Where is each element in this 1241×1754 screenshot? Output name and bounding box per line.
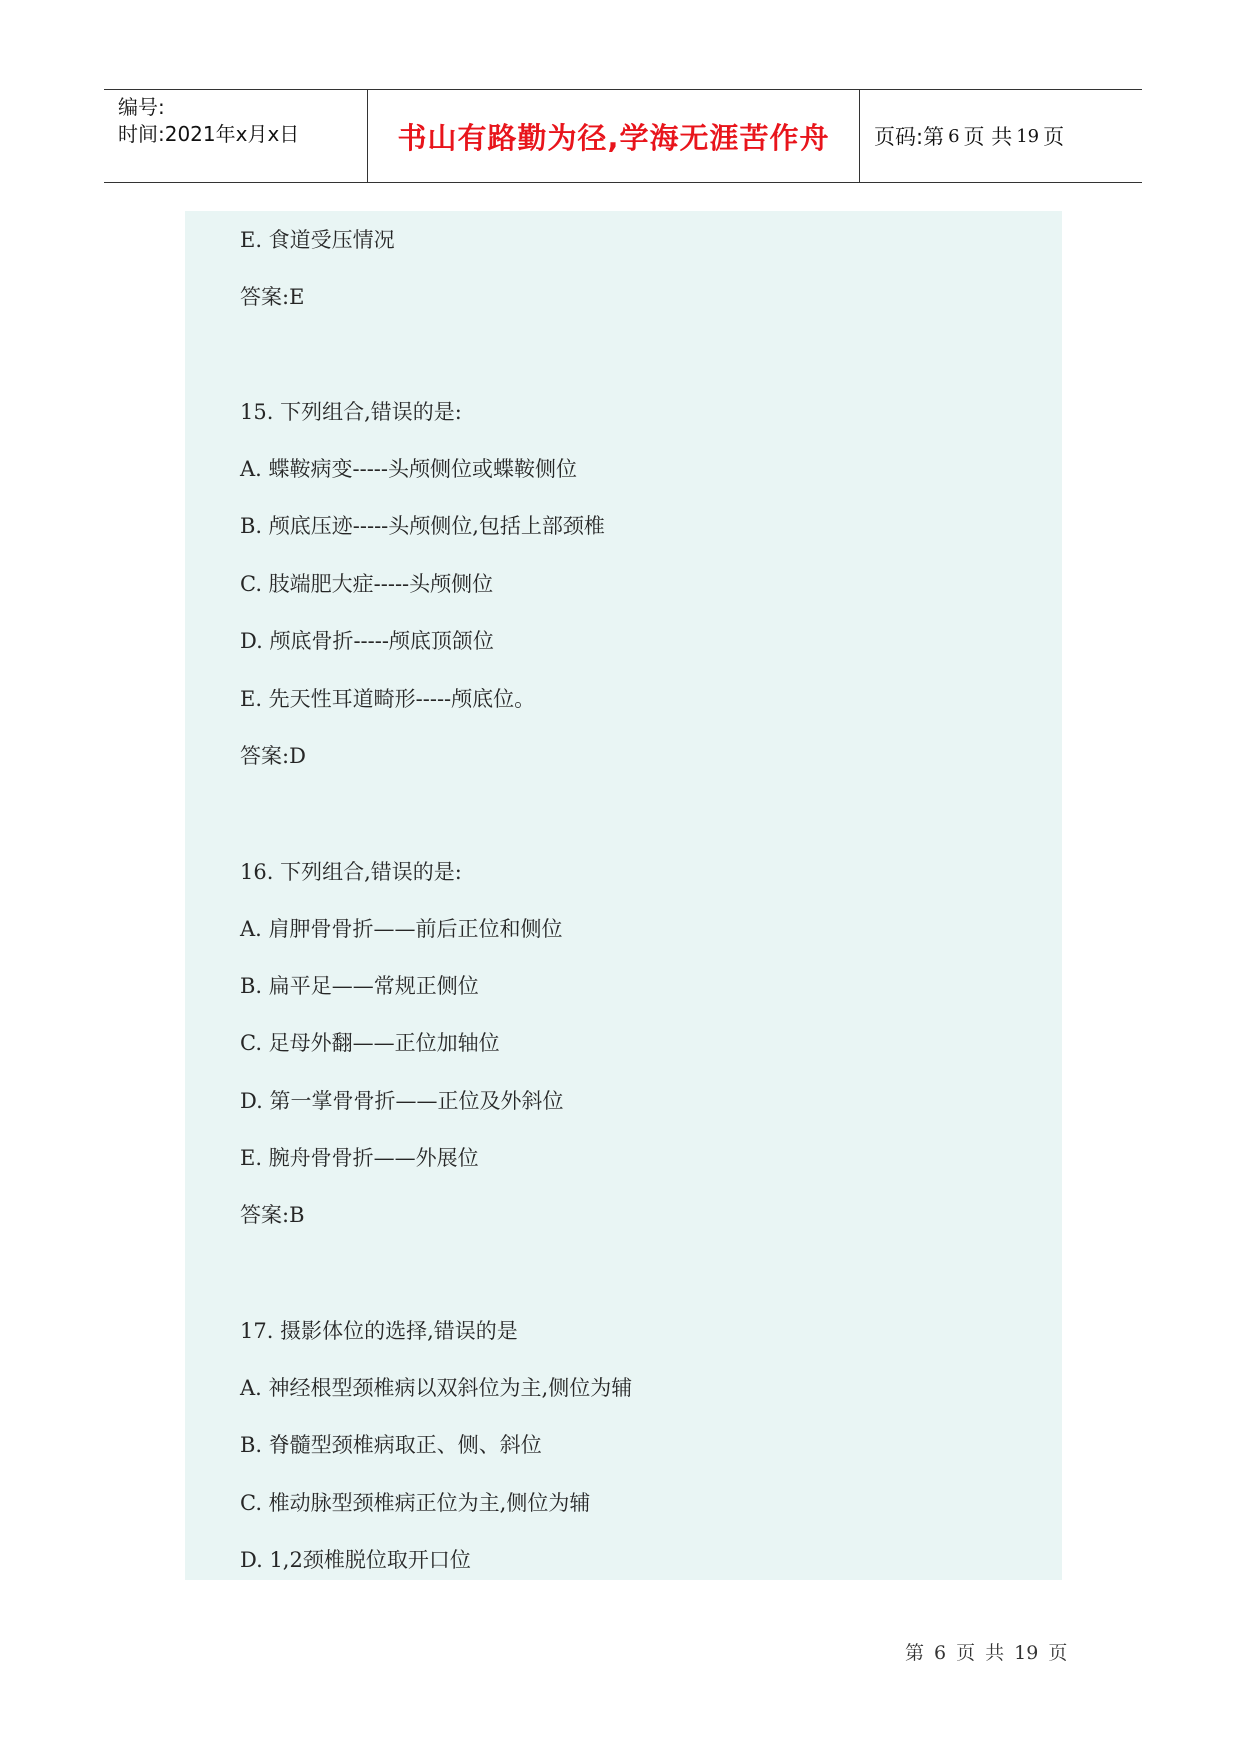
footer-word-4: 页 [1048,1642,1068,1664]
option-c: C. 足母外翻——正位加轴位 [240,1031,500,1055]
page-mid: 页 共 [963,125,1013,149]
option-b: B. 颅底压迹-----头颅侧位,包括上部颈椎 [240,514,605,538]
option-c: C. 肢端肥大症-----头颅侧位 [240,572,494,596]
page-header [104,89,1142,183]
option-e: E. 腕舟骨骨折——外展位 [240,1146,479,1170]
answer: 答案:E [240,285,305,309]
footer-word-3: 共 [985,1642,1005,1664]
footer-word-2: 页 [956,1642,976,1664]
header-motto: 书山有路勤为径,学海无涯苦作舟 [368,90,860,182]
page-prefix: 页码:第 [874,125,945,149]
document-time-label: 时间:2021年x月x日 [118,122,300,146]
question-16: 16. 下列组合,错误的是: [240,860,462,884]
answer: 答案:B [240,1203,305,1227]
page-footer [905,1638,1077,1665]
option-d: D. 第一掌骨骨折——正位及外斜位 [240,1089,564,1113]
option-a: A. 神经根型颈椎病以双斜位为主,侧位为辅 [240,1376,633,1400]
option-c: C. 椎动脉型颈椎病正位为主,侧位为辅 [240,1491,591,1515]
document-number-label: 编号: [118,95,165,119]
footer-total-pages: 19 [1014,1642,1039,1664]
question-17: 17. 摄影体位的选择,错误的是 [240,1319,518,1343]
option-d: D. 1,2颈椎脱位取开口位 [240,1548,471,1572]
option-e: E. 食道受压情况 [240,228,395,252]
question-content-area [185,211,1062,1580]
option-a: A. 蝶鞍病变-----头颅侧位或蝶鞍侧位 [240,457,577,481]
footer-word-1: 第 [905,1642,925,1664]
question-15: 15. 下列组合,错误的是: [240,400,462,424]
option-b: B. 扁平足——常规正侧位 [240,974,479,998]
page-current: 6 [948,125,960,147]
option-d: D. 颅底骨折-----颅底顶颌位 [240,629,494,653]
footer-current-page: 6 [934,1642,947,1664]
page-suffix: 页 [1043,125,1065,149]
header-page-info [860,90,1142,182]
option-e: E. 先天性耳道畸形-----颅底位。 [240,687,536,711]
header-meta [104,90,368,182]
answer: 答案:D [240,744,306,768]
page-total: 19 [1016,125,1040,147]
option-b: B. 脊髓型颈椎病取正、侧、斜位 [240,1433,542,1457]
option-a: A. 肩胛骨骨折——前后正位和侧位 [240,917,563,941]
